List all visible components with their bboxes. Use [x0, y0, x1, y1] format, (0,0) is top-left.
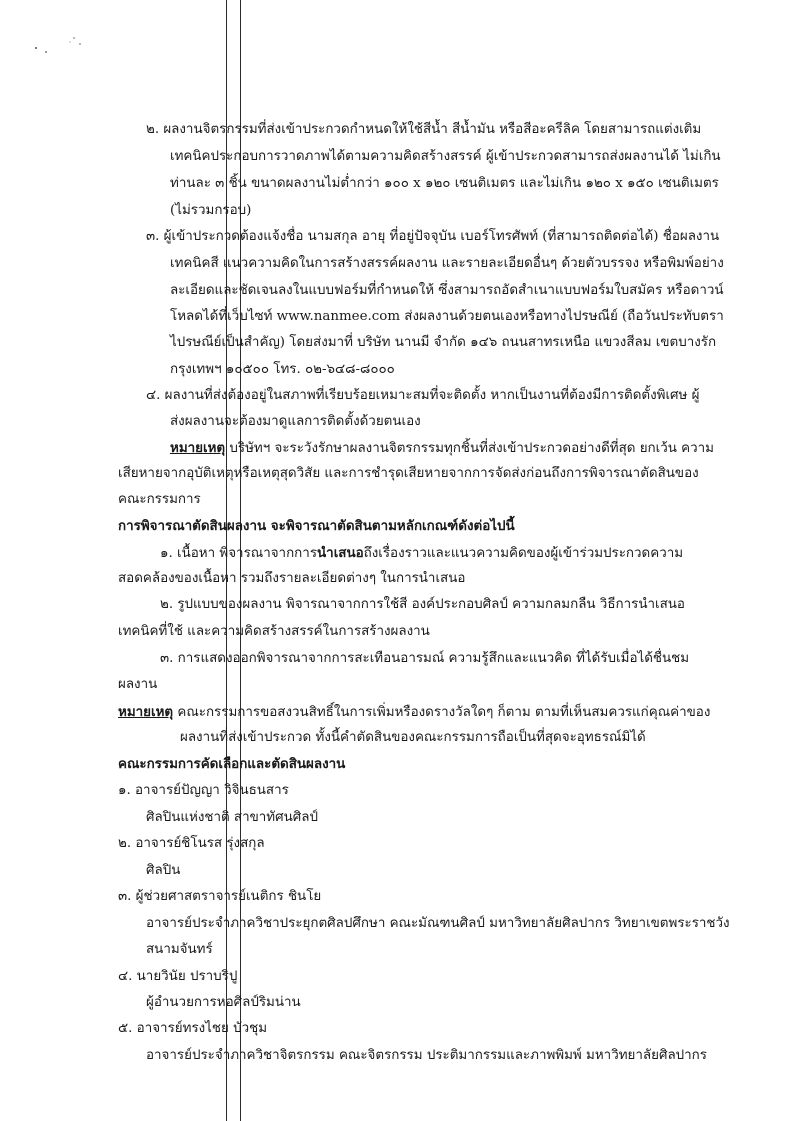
- rule-3-line-2: เทคนิคสี แนวความคิดในการสร้างสรรค์ผลงาน และรายละเอียดอื่นๆ ด้วยตัวบรรจง หรือพิมพ์อย่าง: [170, 256, 724, 271]
- rule-2-line-1: ๒. ผลงานจิตรกรรมที่ส่งเข้าประกวดกำหนดให้ใช้สีน้ำ สีน้ำมัน หรือสีอะครีลิค โดยสามารถแต่งเติม: [146, 122, 702, 137]
- note-1-text: บริษัทฯ จะระวังรักษาผลงานจิตรกรรมทุกชิ้นที่ส่งเข้าประกวดอย่างดีที่สุด ยกเว้น ความ: [225, 441, 714, 456]
- committee-member-4-name: ๔. นายวินัย ปราบริปู: [118, 969, 238, 984]
- rule-3-line-6: กรุงเทพฯ ๑๐๕๐๐ โทร. ๐๒-๖๔๘-๘๐๐๐: [170, 362, 395, 377]
- committee-heading: คณะกรรมการคัดเลือกและตัดสินผลงาน: [118, 756, 346, 772]
- committee-member-5-name: ๕. อาจารย์ทรงไชย บัวชุม: [118, 1021, 268, 1036]
- criterion-3-line-2: ผลงาน: [118, 677, 158, 692]
- note-1-line-3: คณะกรรมการ: [118, 492, 201, 507]
- committee-member-3-name: ๓. ผู้ช่วยศาสตราจารย์เนติกร ชินโย: [118, 889, 322, 904]
- criterion-2-line-2: เทคนิคที่ใช้ และความคิดสร้างสรรค์ในการสร้างผลงาน: [118, 624, 430, 639]
- committee-member-5-role: อาจารย์ประจำภาควิชาจิตรกรรม คณะจิตรกรรม ประติมากรรมและภาพพิมพ์ มหาวิทยาลัยศิลปากร: [146, 1048, 707, 1063]
- rule-3-line-3: ละเอียดและชัดเจนลงในแบบฟอร์มที่กำหนดให้ ซึ่งสามารถอัดสำเนาแบบฟอร์มใบสมัคร หรือดาวน์: [170, 283, 724, 298]
- scan-specks: [30, 30, 90, 70]
- note-1-label: หมายเหตุ: [170, 440, 226, 456]
- rule-4-line-1: ๔. ผลงานที่ส่งต้องอยู่ในสภาพที่เรียบร้อยเหมาะสมที่จะติดตั้ง หากเป็นงานที่ต้องมีการติดตั้งพิเศษ ผู้: [146, 388, 700, 403]
- rule-2-line-4: (ไม่รวมกรอบ): [170, 203, 252, 218]
- committee-member-2-role: ศิลปิน: [146, 863, 181, 878]
- committee-member-1-role: ศิลปินแห่งชาติ สาขาทัศนศิลป์: [146, 810, 318, 825]
- committee-member-3-role: อาจารย์ประจำภาควิชาประยุกตศิลปศึกษา คณะมัณฑนศิลป์ มหาวิทยาลัยศิลปากร วิทยาเขตพระราชวัง: [146, 916, 730, 931]
- criterion-1-bold: นำเสนอ: [317, 545, 364, 561]
- rule-3-line-5: ไปรษณีย์เป็นสำคัญ) โดยส่งมาที่ บริษัท นานมี จำกัด ๑๔๖ ถนนสาทรเหนือ แขวงสีลม เขตบางรัก: [170, 335, 717, 350]
- criterion-3-line-1: ๓. การแสดงออกพิจารณาจากการสะเทือนอารมณ์ ความรู้สึกและแนวคิด ที่ได้รับเมื่อได้ชื่นชม: [160, 651, 690, 666]
- criterion-1-line-1: [160, 543, 683, 564]
- criterion-2-line-1: ๒. รูปแบบของผลงาน พิจารณาจากการใช้สี องค์ประกอบศิลป์ ความกลมกลืน วิธีการนำเสนอ: [160, 597, 685, 612]
- note-1-line-1: [170, 438, 714, 459]
- criterion-1-pre: ๑. เนื้อหา พิจารณาจากการ: [160, 546, 318, 561]
- committee-member-4-role: ผู้อำนวยการหอศิลป์ริมน่าน: [146, 995, 301, 1010]
- note-2-line-1: [118, 702, 710, 723]
- rule-3-line-1: ๓. ผู้เข้าประกวดต้องแจ้งชื่อ นามสกุล อายุ ที่อยู่ปัจจุบัน เบอร์โทรศัพท์ (ที่สามารถติดต่อได้) ชื่อผลงาน: [146, 229, 720, 244]
- rule-4-line-2: ส่งผลงานจะต้องมาดูแลการติดตั้งด้วยตนเอง: [170, 414, 421, 429]
- criterion-1-post: ถึงเรื่องราวและแนวความคิดของผู้เข้าร่วมประกวดความ: [363, 546, 684, 561]
- judging-heading: การพิจารณาตัดสินผลงาน จะพิจารณาตัดสินตามหลักเกณฑ์ดังต่อไปนี้: [118, 518, 515, 534]
- rule-3-line-4: โหลดได้ที่เว็บไซท์ www.nanmee.com ส่งผลงานด้วยตนเองหรือทางไปรษณีย์ (ถือวันประทับตรา: [170, 309, 724, 324]
- note-2-text: คณะกรรมการขอสงวนสิทธิ์ในการเพิ่มหรืองดรางวัลใดๆ ก็ตาม ตามที่เห็นสมควรแก่คุณค่าของ: [173, 705, 711, 720]
- rule-2-line-2: เทคนิคประกอบการวาดภาพได้ตามความคิดสร้างสรรค์ ผู้เข้าประกวดสามารถส่งผลงานได้ ไม่เกิน: [170, 149, 721, 164]
- note-2-line-2: ผลงานที่ส่งเข้าประกวด ทั้งนี้คำตัดสินของคณะกรรมการถือเป็นที่สุดจะอุทธรณ์มิได้: [180, 730, 646, 745]
- committee-member-3-role-cont: สนามจันทร์: [146, 942, 213, 957]
- rule-2-line-3: ท่านละ ๓ ชิ้น ขนาดผลงานไม่ต่ำกว่า ๑๐๐ x ๑๒๐ เซนติเมตร และไม่เกิน ๑๒๐ x ๑๕๐ เซนติเมตร: [170, 176, 719, 191]
- note-2-label: หมายเหตุ: [118, 704, 174, 720]
- note-1-line-2: เสียหายจากอุบัติเหตุหรือเหตุสุดวิสัย และการชำรุดเสียหายจากการจัดส่งก่อนถึงการพิจารณาตัดสินของ: [118, 466, 699, 481]
- committee-member-1-name: ๑. อาจารย์ปัญญา วิจินธนสาร: [118, 783, 289, 798]
- criterion-1-line-2: สอดคล้องของเนื้อหา รวมถึงรายละเอียดต่างๆ ในการนำเสนอ: [118, 571, 466, 586]
- committee-member-2-name: ๒. อาจารย์ชิโนรส รุ่งสกุล: [118, 836, 265, 851]
